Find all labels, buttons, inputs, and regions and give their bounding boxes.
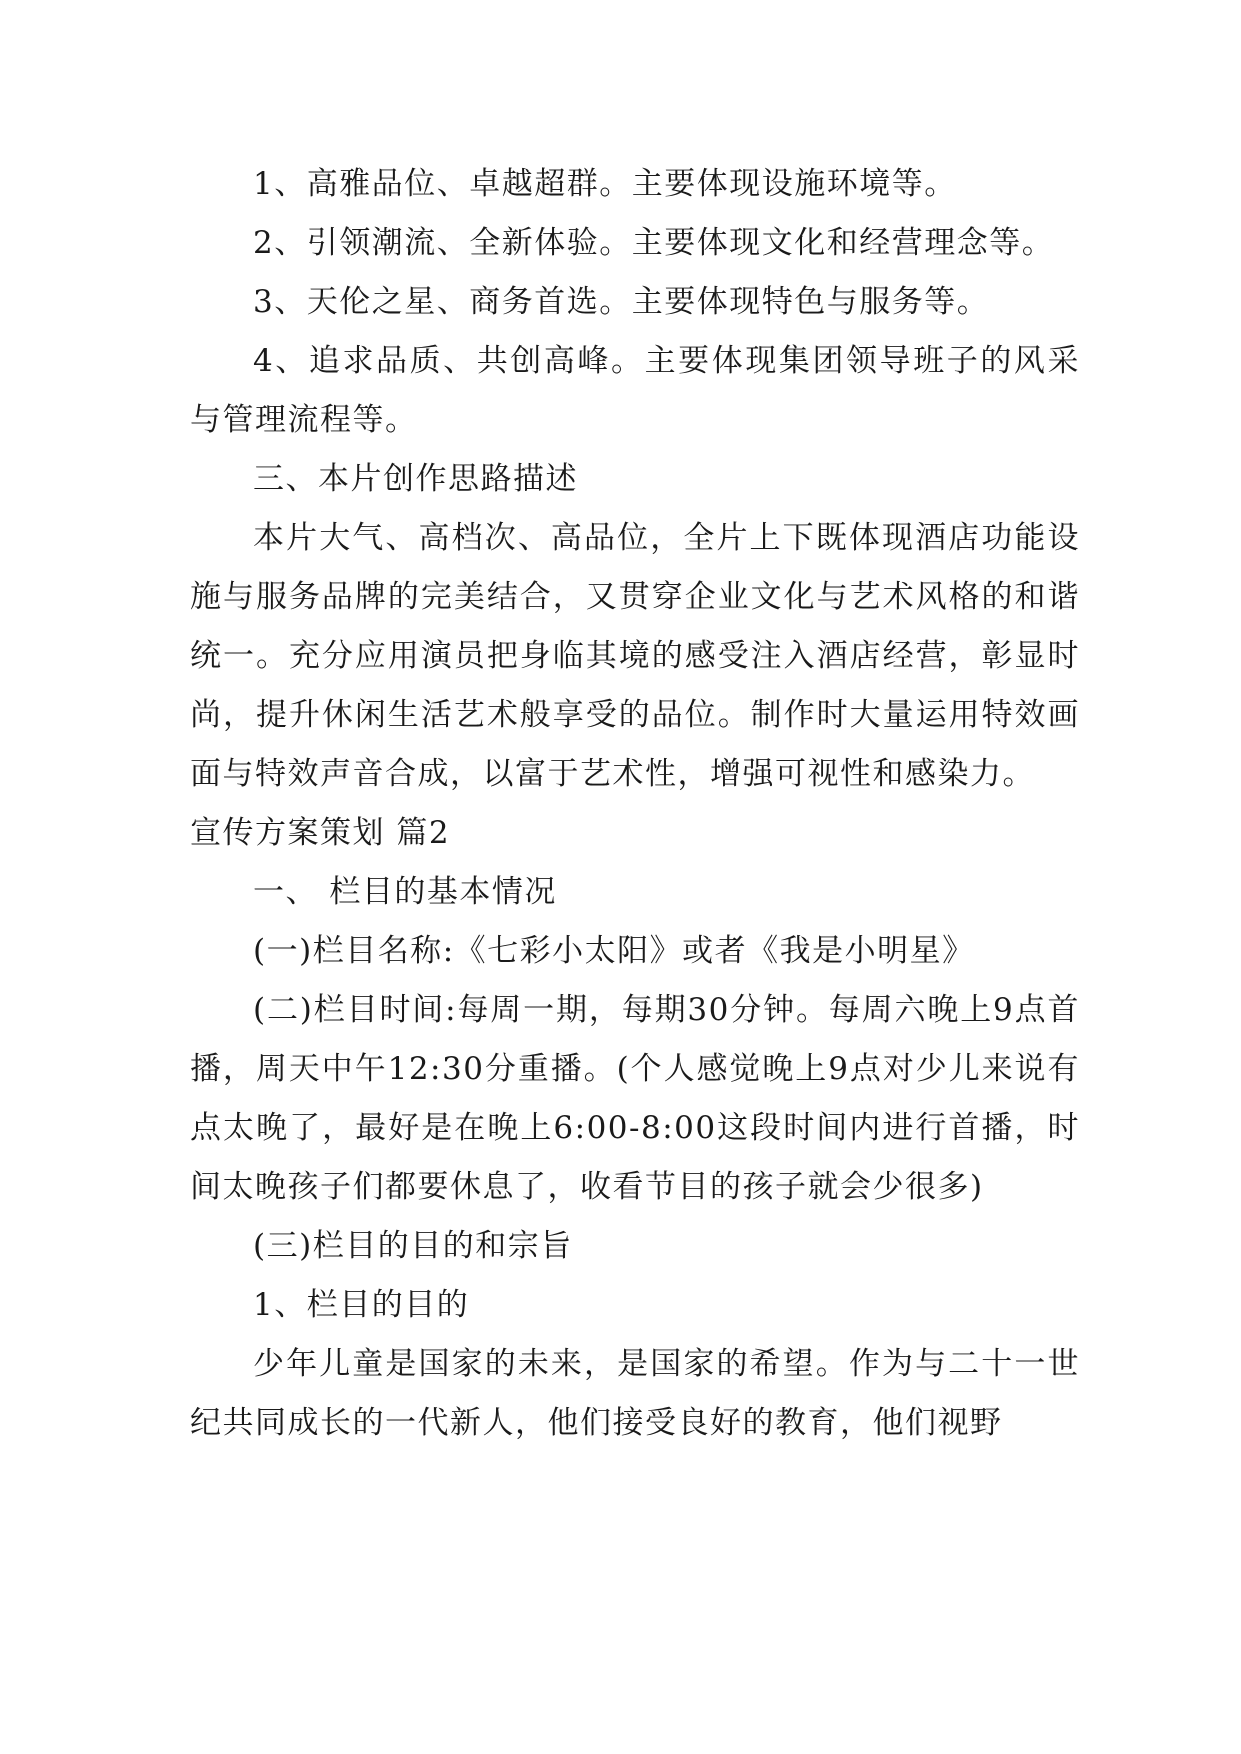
list-item-2: 2、引领潮流、全新体验。主要体现文化和经营理念等。 xyxy=(253,225,1055,261)
list-item-purpose: 1、栏目的目的 xyxy=(253,1287,470,1323)
body-paragraph-end: 少年儿童是国家的未来，是国家的希望。作为与二十一世纪共同成长的一代新人，他们接受良好的教育，他们视野 xyxy=(190,1346,1080,1441)
list-item-3: 3、天伦之星、商务首选。主要体现特色与服务等。 xyxy=(253,284,990,320)
article-title: 宣传方案策划 篇2 xyxy=(190,815,451,851)
section-heading-3: 三、本片创作思路描述 xyxy=(253,461,578,497)
list-item-1: 1、高雅品位、卓越超群。主要体现设施环境等。 xyxy=(253,166,957,202)
document-page xyxy=(190,155,1080,1453)
subsection-heading: (三)栏目的目的和宗旨 xyxy=(253,1228,573,1264)
program-name: (一)栏目名称:《七彩小太阳》或者《我是小明星》 xyxy=(253,933,975,969)
program-time: (二)栏目时间:每周一期，每期30分钟。每周六晚上9点首播，周天中午12:30分重播。(个人感觉晚上9点对少儿来说有点太晚了，最好是在晚上6:00-8:00这段时间内进行首播，时间太晚孩子们都要休息了，收看节目的孩子就会少很多) xyxy=(190,992,1080,1205)
body-paragraph: 本片大气、高档次、高品位，全片上下既体现酒店功能设施与服务品牌的完美结合，又贯穿企业文化与艺术风格的和谐统一。充分应用演员把身临其境的感受注入酒店经营，彰显时尚，提升休闲生活艺术般享受的品位。制作时大量运用特效画面与特效声音合成，以富于艺术性，增强可视性和感染力。 xyxy=(190,520,1080,792)
list-item-4: 4、追求品质、共创高峰。主要体现集团领导班子的风采与管理流程等。 xyxy=(190,343,1080,438)
section-heading-1: 一、 栏目的基本情况 xyxy=(253,874,557,910)
